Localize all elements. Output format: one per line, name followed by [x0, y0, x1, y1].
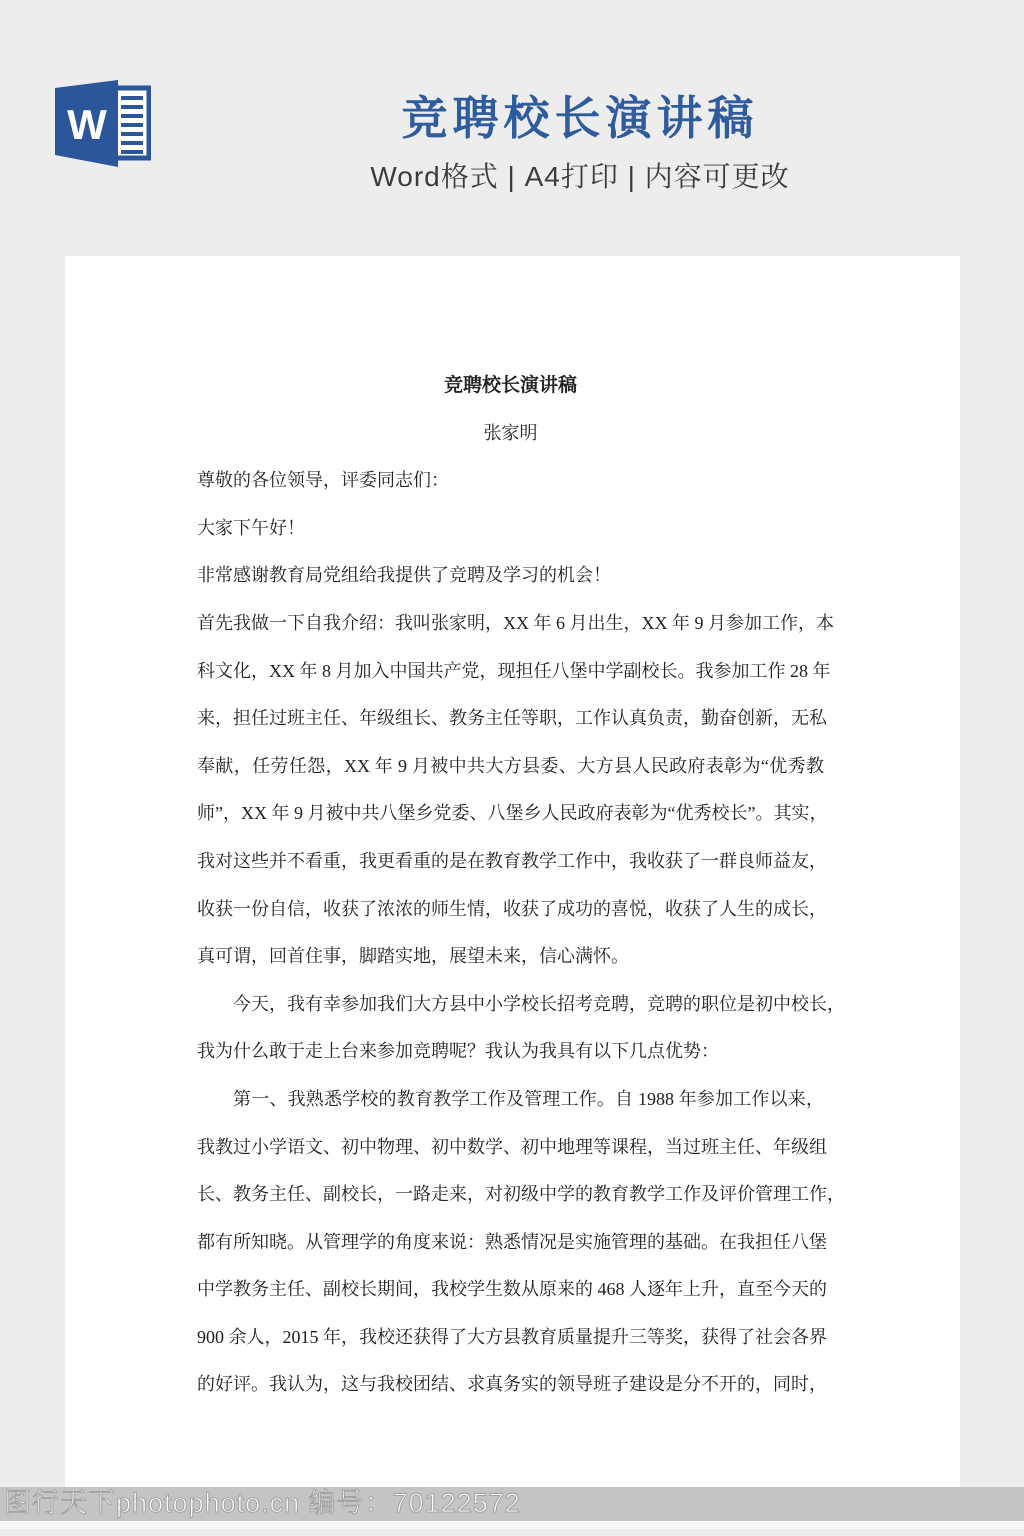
document-page	[65, 256, 960, 1522]
doc-line: 第一、我熟悉学校的教育教学工作及管理工作。自 1988 年参加工作以来，	[233, 1088, 824, 1109]
doc-line: 师”，XX 年 9 月被中共八堡乡党委、八堡乡人民政府表彰为“优秀校长”。其实，	[197, 803, 828, 824]
doc-line: 大家下午好！	[197, 517, 305, 538]
doc-line: 首先我做一下自我介绍：我叫张家明，XX 年 6 月出生，XX 年 9 月参加工作，本	[197, 612, 834, 633]
doc-line: 900 余人，2015 年，我校还获得了大方县教育质量提升三等奖，获得了社会各界	[197, 1326, 827, 1347]
doc-line: 奉献，任劳任怨，XX 年 9 月被中共大方县委、大方县人民政府表彰为“优秀教	[197, 755, 824, 776]
header	[0, 0, 1024, 256]
doc-title: 竞聘校长演讲稿	[443, 375, 577, 396]
svg-text:W: W	[67, 101, 107, 148]
doc-line: 的好评。我认为，这与我校团结、求真务实的领导班子建设是分不开的，同时，	[197, 1374, 827, 1395]
doc-line: 我为什么敢于走上台来参加竞聘呢？我认为我具有以下几点优势：	[197, 1041, 719, 1062]
doc-line: 中学教务主任、副校长期间，我校学生数从原来的 468 人逐年上升，直至今天的	[197, 1279, 827, 1300]
doc-line: 真可谓，回首住事，脚踏实地，展望未来，信心满怀。	[197, 946, 629, 967]
footer-strip	[0, 1521, 1024, 1529]
doc-line: 我教过小学语文、初中物理、初中数学、初中地理等课程，当过班主任、年级组	[197, 1136, 827, 1157]
page-subtitle: Word格式 | A4打印 | 内容可更改	[370, 160, 790, 192]
page-title: 竞聘校长演讲稿	[401, 92, 759, 144]
watermark-text: 图行天下photophoto.cn 编号：70122572	[4, 1488, 521, 1518]
doc-line: 科文化，XX 年 8 月加入中国共产党，现担任八堡中学副校长。我参加工作 28 年	[197, 660, 831, 681]
doc-line: 收获一份自信，收获了浓浓的师生情，收获了成功的喜悦，收获了人生的成长，	[197, 898, 827, 919]
header-text-block	[150, 92, 1010, 195]
doc-line: 尊敬的各位领导，评委同志们：	[197, 470, 449, 491]
doc-content	[197, 362, 845, 1409]
doc-line: 张家明	[483, 422, 538, 443]
doc-line: 来，担任过班主任、年级组长、教务主任等职，工作认真负责，勤奋创新，无私	[197, 708, 827, 729]
doc-line: 今天，我有幸参加我们大方县中小学校长招考竞聘，竞聘的职位是初中校长，	[233, 993, 845, 1014]
watermark-bar	[0, 1487, 1024, 1521]
word-logo-icon	[55, 78, 151, 170]
doc-line: 都有所知晓。从管理学的角度来说：熟悉情况是实施管理的基础。在我担任八堡	[197, 1231, 827, 1252]
doc-line: 我对这些并不看重，我更看重的是在教育教学工作中，我收获了一群良师益友，	[197, 850, 827, 871]
doc-line: 长、教务主任、副校长，一路走来，对初级中学的教育教学工作及评价管理工作，	[197, 1184, 845, 1205]
doc-line: 非常感谢教育局党组给我提供了竞聘及学习的机会！	[197, 565, 611, 586]
